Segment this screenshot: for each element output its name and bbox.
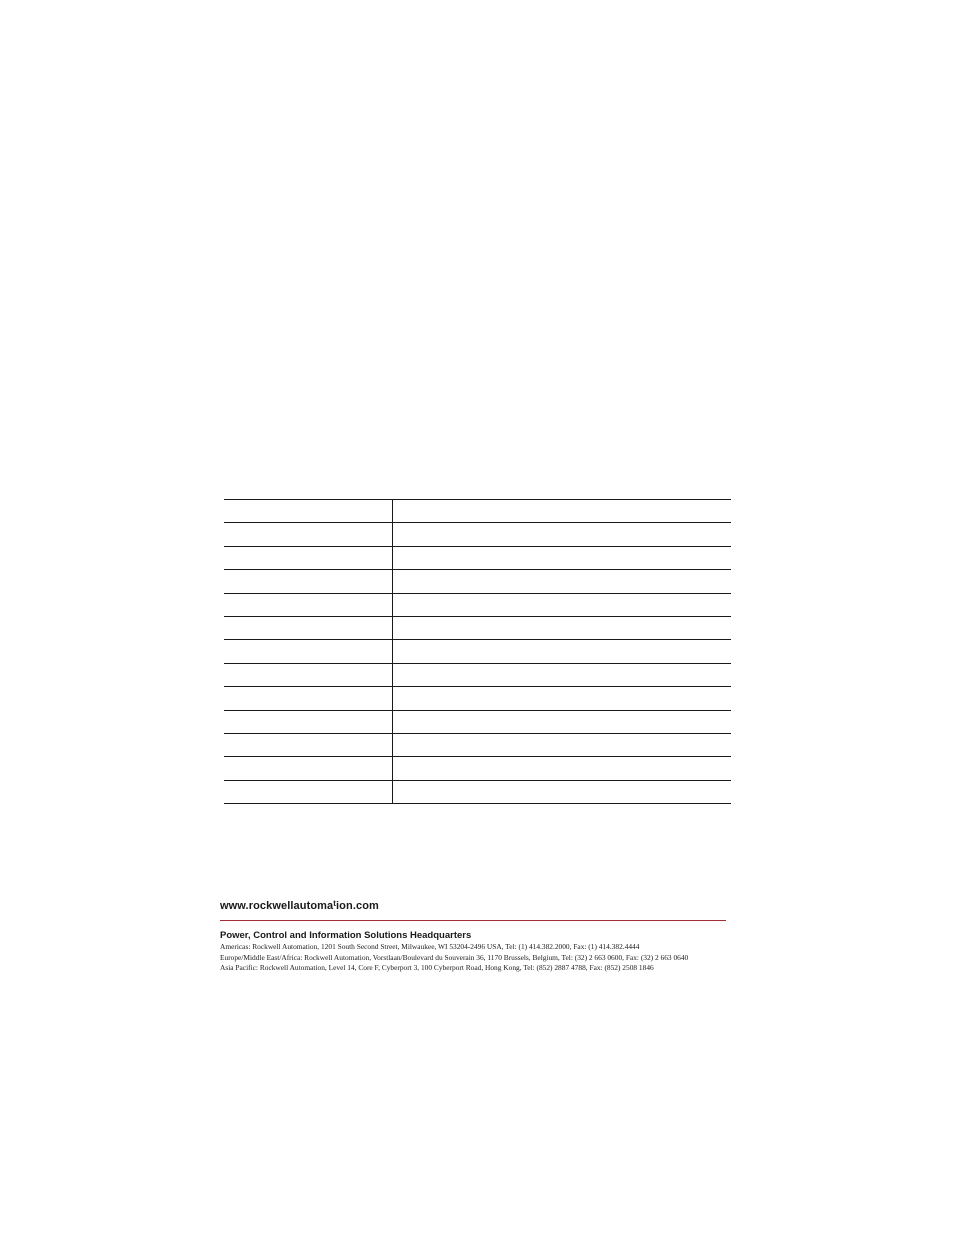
table-cell-right	[393, 523, 732, 546]
table-cell-left	[224, 780, 393, 803]
address-americas: Americas: Rockwell Automation, 1201 South Second Street, Milwaukee, WI 53204-2496 USA, Tel: (1) 414.382.2000, Fax: (1) 414.382.4444	[220, 942, 640, 951]
table-row	[224, 640, 731, 663]
table-cell-right	[393, 593, 732, 616]
address-asia-pacific: Asia Pacific: Rockwell Automation, Level 14, Core F, Cyberport 3, 100 Cyberport Road, Hong Kong, Tel: (852) 2887 4788, Fax: (852) 2508 1846	[220, 963, 654, 973]
table-row	[224, 733, 731, 756]
table-cell-left	[224, 757, 393, 780]
table-cell-left	[224, 616, 393, 639]
table-cell-left	[224, 523, 393, 546]
website-url[interactable]	[220, 897, 780, 913]
table-cell-right	[393, 546, 732, 569]
notes-table-body	[224, 500, 731, 804]
table-cell-left	[224, 640, 393, 663]
table-row	[224, 593, 731, 616]
website-url-part-1: www.rockwellautoma	[220, 900, 334, 912]
table-row	[224, 616, 731, 639]
table-cell-left	[224, 593, 393, 616]
headquarters-title: Power, Control and Information Solutions Headquarters	[220, 930, 472, 941]
website-url-part-2: ion.com	[336, 900, 379, 912]
table-row	[224, 757, 731, 780]
table-row	[224, 523, 731, 546]
table-cell-left	[224, 663, 393, 686]
footer	[220, 897, 780, 974]
table-row	[224, 500, 731, 523]
table-row	[224, 546, 731, 569]
table-cell-right	[393, 663, 732, 686]
footer-divider	[220, 920, 726, 921]
notes-table	[224, 499, 731, 804]
table-cell-right	[393, 780, 732, 803]
table-row	[224, 687, 731, 710]
table-cell-left	[224, 570, 393, 593]
table-cell-left	[224, 687, 393, 710]
table-row	[224, 663, 731, 686]
table-cell-left	[224, 500, 393, 523]
table-cell-right	[393, 710, 732, 733]
table-cell-left	[224, 546, 393, 569]
table-row	[224, 710, 731, 733]
address-emea: Europe/Middle East/Africa: Rockwell Automation, Vorstlaan/Boulevard du Souverain 36, 1170 Brussels, Belgium, Tel: (32) 2 663 0600, Fax: (32) 2 663 0640	[220, 952, 689, 962]
table-row	[224, 570, 731, 593]
table-cell-left	[224, 733, 393, 756]
website-url-raised-letter: t	[333, 899, 337, 908]
table-cell-right	[393, 687, 732, 710]
table-cell-right	[393, 733, 732, 756]
table-cell-left	[224, 710, 393, 733]
table-row	[224, 780, 731, 803]
table-cell-right	[393, 570, 732, 593]
table-cell-right	[393, 616, 732, 639]
table-cell-right	[393, 500, 732, 523]
table-cell-right	[393, 640, 732, 663]
table-cell-right	[393, 757, 732, 780]
